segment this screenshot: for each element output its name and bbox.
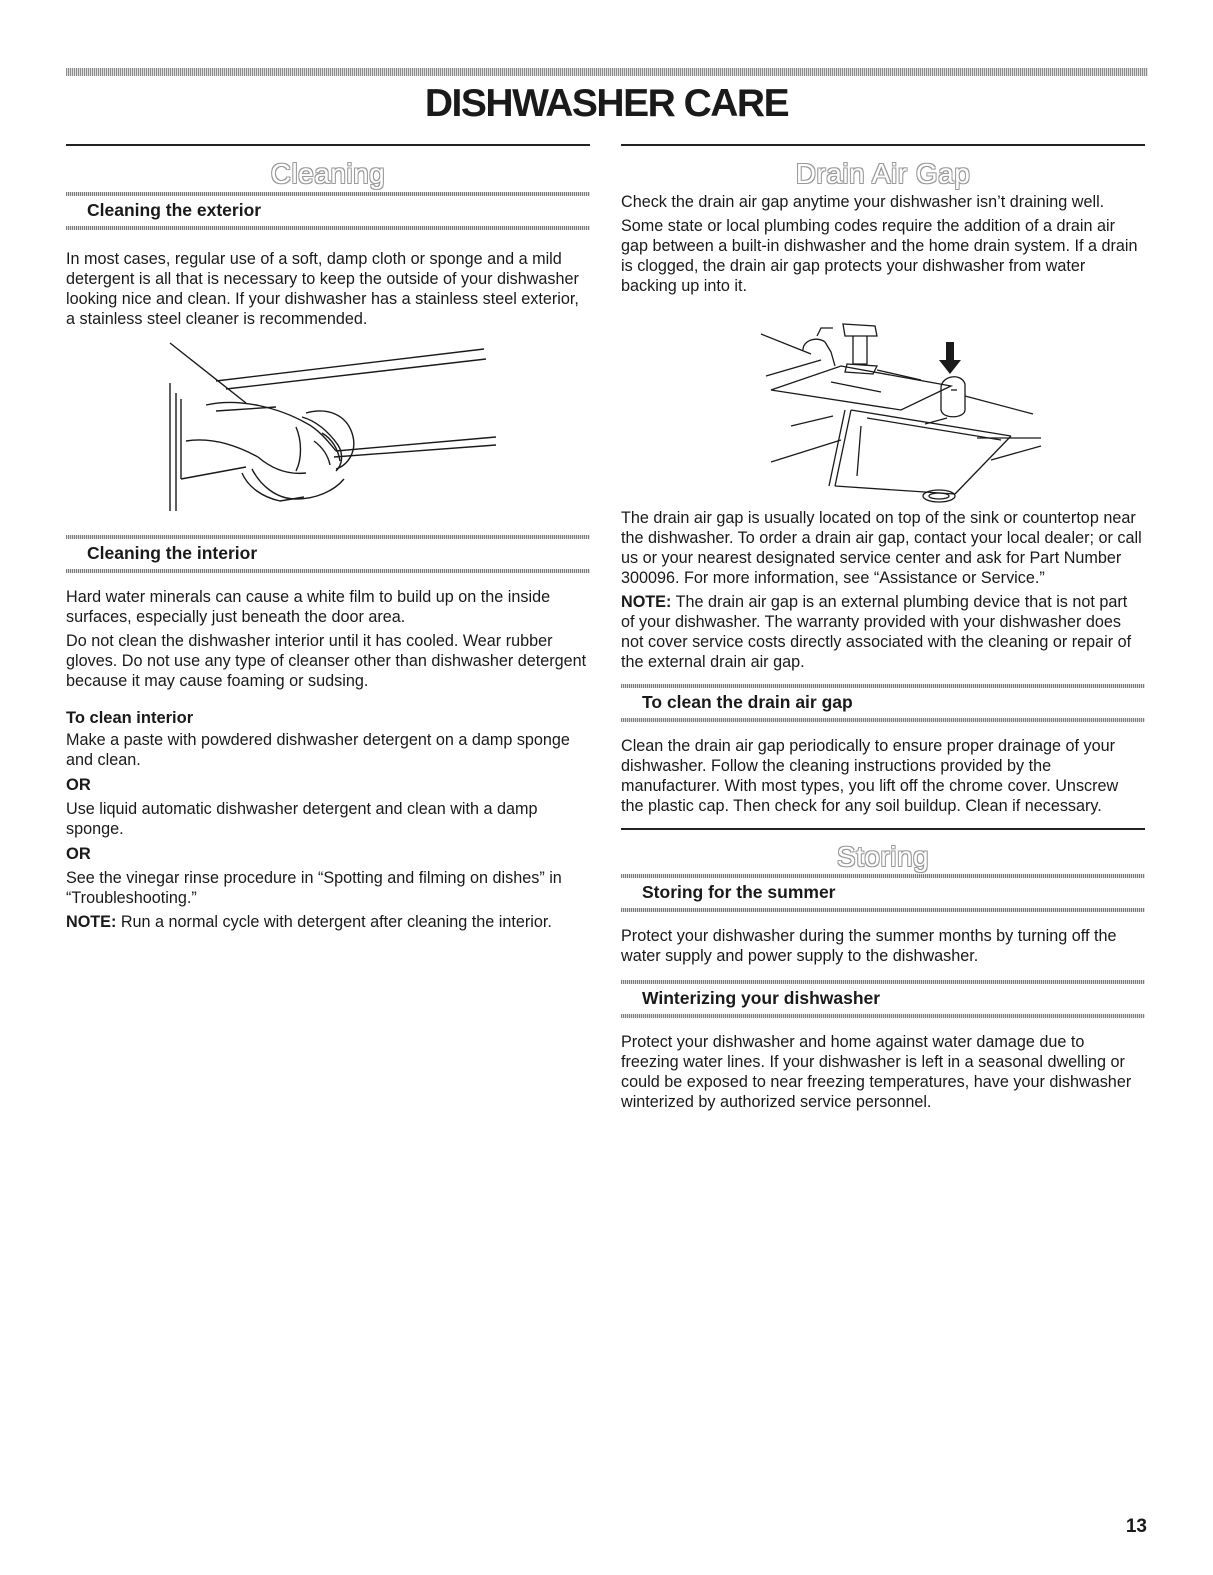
interior-paragraph-2: Do not clean the dishwasher interior until it has cooled. Wear rubber gloves. Do not use any type of cleanser other than dishwasher detergent because it may cause foaming or sudsing. <box>66 632 587 690</box>
interior-step-1: Make a paste with powdered dishwasher detergent on a damp sponge and clean. <box>66 731 570 769</box>
page-title: DISHWASHER CARE <box>424 82 789 125</box>
interior-step-2: Use liquid automatic dishwasher detergent and clean with a damp sponge. <box>66 800 538 838</box>
sink-air-gap-illustration <box>621 306 1145 506</box>
subhead-stripe <box>66 569 590 573</box>
to-clean-interior-heading: To clean interior <box>66 709 194 727</box>
section-rule <box>66 144 590 146</box>
or-label-1: OR <box>66 776 91 794</box>
drain-paragraph-2: Some state or local plumbing codes require the addition of a drain air gap between a built-in dishwasher and the home drain system. If a drain is clogged, the drain air gap protects your dishwasher from water backing up into it. <box>621 217 1138 295</box>
note-label: NOTE: <box>66 913 117 931</box>
section-rule <box>621 828 1145 830</box>
drain-note <box>621 592 1145 672</box>
interior-paragraph-1: Hard water minerals can cause a white film to build up on the inside surfaces, especially just beneath the door area. <box>66 588 551 626</box>
clean-gap-paragraph: Clean the drain air gap periodically to ensure proper drainage of your dishwasher. Follow the cleaning instructions provided by the manufacturer. With most types, you lift off the chrome cover. Unscrew the plastic cap. Then check for any soil buildup. Clean if necessary. <box>621 737 1119 815</box>
top-dotted-rule <box>66 68 1148 76</box>
right-column <box>621 144 1145 1112</box>
note-label: NOTE: <box>621 593 672 611</box>
section-rule <box>621 144 1145 146</box>
section-title-cleaning: Cleaning <box>270 158 386 189</box>
subhead-cleaning-exterior: Cleaning the exterior <box>87 200 262 220</box>
subhead-stripe <box>621 718 1145 722</box>
exterior-paragraph: In most cases, regular use of a soft, damp cloth or sponge and a mild detergent is all that is necessary to keep the outside of your dishwasher looking nice and clean. If your dishwasher has a stainless steel exterior, a stainless steel cleaner is recommended. <box>66 250 579 328</box>
summer-paragraph: Protect your dishwasher during the summer months by turning off the water supply and power supply to the dishwasher. <box>621 927 1117 965</box>
drain-paragraph-1: Check the drain air gap anytime your dishwasher isn’t draining well. <box>621 193 1105 211</box>
winter-paragraph: Protect your dishwasher and home against water damage due to freezing water lines. If your dishwasher is left in a seasonal dwelling or could be exposed to near freezing temperatures, have your dishwasher winterized by authorized service personnel. <box>621 1033 1132 1111</box>
subhead-storing-summer: Storing for the summer <box>642 882 836 902</box>
interior-step-3: See the vinegar rinse procedure in “Spotting and filming on dishes” in “Troubleshooting.” <box>66 869 562 907</box>
subhead-winterizing: Winterizing your dishwasher <box>642 988 881 1008</box>
left-column <box>66 144 590 932</box>
interior-note <box>66 912 590 932</box>
subhead-stripe <box>66 226 590 230</box>
subhead-stripe <box>621 908 1145 912</box>
drain-paragraph-3: The drain air gap is usually located on top of the sink or countertop near the dishwasher. To order a drain air gap, contact your local dealer; or call us or your nearest designated service center and ask for Part Number 300096. For more information, see “Assistance or Service.” <box>621 509 1142 587</box>
subhead-cleaning-interior: Cleaning the interior <box>87 543 258 563</box>
subhead-stripe <box>621 1014 1145 1018</box>
subhead-clean-drain-air-gap: To clean the drain air gap <box>642 692 853 712</box>
section-title-storing: Storing <box>836 841 930 872</box>
section-title-drain-air-gap: Drain Air Gap <box>795 158 971 189</box>
or-label-2: OR <box>66 845 91 863</box>
note-text: Run a normal cycle with detergent after cleaning the interior. <box>116 913 552 931</box>
note-text: The drain air gap is an external plumbing device that is not part of your dishwasher. The warranty provided with your dishwasher does not cover service costs directly associated with the cleaning or repair of the external drain air gap. <box>621 593 1132 671</box>
page-number: 13 <box>1125 1516 1147 1537</box>
hand-wiping-illustration <box>66 341 590 521</box>
